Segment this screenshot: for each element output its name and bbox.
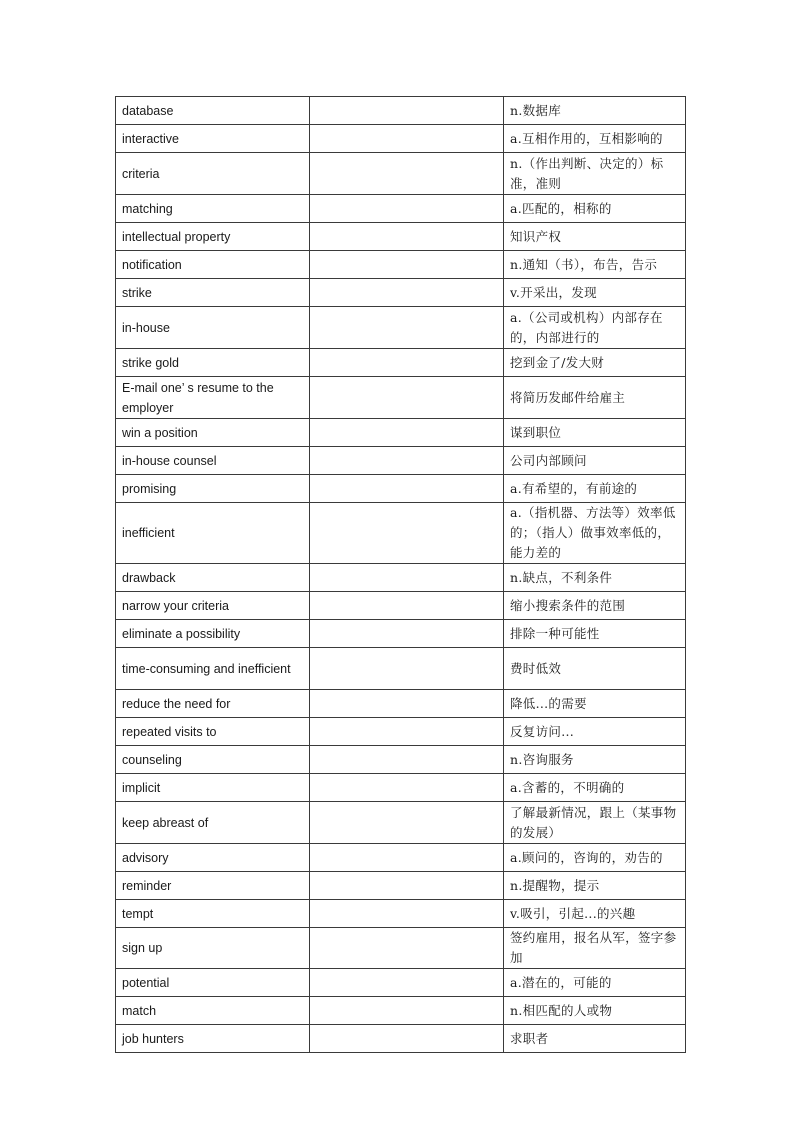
table-row [116,746,686,774]
chinese-meaning: v.吸引，引起...的兴趣 [504,900,686,928]
table-row [116,97,686,125]
chinese-meaning: a.匹配的，相称的 [504,195,686,223]
chinese-meaning: 排除一种可能性 [504,620,686,648]
vocabulary-table [115,96,686,1053]
chinese-meaning: v.开采出，发现 [504,279,686,307]
blank-cell [310,802,504,844]
chinese-meaning: 反复访问... [504,718,686,746]
chinese-meaning: n.通知（书），布告，告示 [504,251,686,279]
chinese-meaning: 缩小搜索条件的范围 [504,592,686,620]
blank-cell [310,125,504,153]
english-term: strike gold [116,349,310,377]
blank-cell [310,648,504,690]
blank-cell [310,503,504,564]
blank-cell [310,564,504,592]
english-term: in-house counsel [116,447,310,475]
english-term: counseling [116,746,310,774]
english-term: strike [116,279,310,307]
blank-cell [310,928,504,969]
table-row [116,307,686,349]
english-term: reduce the need for [116,690,310,718]
blank-cell [310,592,504,620]
english-term: advisory [116,844,310,872]
blank-cell [310,279,504,307]
table-row [116,900,686,928]
blank-cell [310,377,504,419]
chinese-meaning: n.相匹配的人或物 [504,997,686,1025]
chinese-meaning: a.（公司或机构）内部存在的，内部进行的 [504,307,686,349]
table-row [116,153,686,195]
blank-cell [310,997,504,1025]
chinese-meaning: a.潜在的，可能的 [504,969,686,997]
blank-cell [310,349,504,377]
table-row [116,279,686,307]
english-term: promising [116,475,310,503]
english-term: interactive [116,125,310,153]
table-row [116,620,686,648]
english-term: tempt [116,900,310,928]
chinese-meaning: n.（作出判断、决定的）标准，准则 [504,153,686,195]
english-term: drawback [116,564,310,592]
english-term: inefficient [116,503,310,564]
table-row [116,564,686,592]
table-row [116,928,686,969]
table-row [116,125,686,153]
english-term: job hunters [116,1025,310,1053]
chinese-meaning: 了解最新情况，跟上（某事物的发展） [504,802,686,844]
table-row [116,419,686,447]
chinese-meaning: 求职者 [504,1025,686,1053]
table-row [116,251,686,279]
english-term: implicit [116,774,310,802]
chinese-meaning: n.咨询服务 [504,746,686,774]
blank-cell [310,690,504,718]
table-row [116,844,686,872]
table-row [116,349,686,377]
blank-cell [310,872,504,900]
english-term: repeated visits to [116,718,310,746]
english-term: matching [116,195,310,223]
english-term: notification [116,251,310,279]
blank-cell [310,153,504,195]
chinese-meaning: n.缺点，不利条件 [504,564,686,592]
table-row [116,774,686,802]
blank-cell [310,900,504,928]
blank-cell [310,223,504,251]
blank-cell [310,251,504,279]
table-row [116,690,686,718]
english-term: potential [116,969,310,997]
english-term: keep abreast of [116,802,310,844]
english-term: win a position [116,419,310,447]
english-term: reminder [116,872,310,900]
chinese-meaning: a.互相作用的，互相影响的 [504,125,686,153]
english-term: sign up [116,928,310,969]
blank-cell [310,844,504,872]
table-row [116,592,686,620]
english-term: eliminate a possibility [116,620,310,648]
chinese-meaning: n.提醒物，提示 [504,872,686,900]
chinese-meaning: 将简历发邮件给雇主 [504,377,686,419]
chinese-meaning: 挖到金了/发大财 [504,349,686,377]
blank-cell [310,447,504,475]
blank-cell [310,746,504,774]
chinese-meaning: 公司内部顾问 [504,447,686,475]
chinese-meaning: a.（指机器、方法等）效率低的；（指人）做事效率低的，能力差的 [504,503,686,564]
chinese-meaning: a.有希望的，有前途的 [504,475,686,503]
table-row [116,802,686,844]
blank-cell [310,195,504,223]
blank-cell [310,97,504,125]
english-term: in-house [116,307,310,349]
table-row [116,447,686,475]
table-row [116,195,686,223]
blank-cell [310,307,504,349]
blank-cell [310,419,504,447]
table-row [116,969,686,997]
english-term: criteria [116,153,310,195]
chinese-meaning: 降低...的需要 [504,690,686,718]
chinese-meaning: 谋到职位 [504,419,686,447]
blank-cell [310,969,504,997]
blank-cell [310,774,504,802]
table-row [116,997,686,1025]
table-row [116,718,686,746]
table-row [116,648,686,690]
english-term: narrow your criteria [116,592,310,620]
table-row [116,475,686,503]
chinese-meaning: a.含蓄的，不明确的 [504,774,686,802]
chinese-meaning: 费时低效 [504,648,686,690]
english-term: intellectual property [116,223,310,251]
table-row [116,872,686,900]
table-row [116,223,686,251]
english-term: time-consuming and inefficient [116,648,310,690]
chinese-meaning: n.数据库 [504,97,686,125]
chinese-meaning: 知识产权 [504,223,686,251]
blank-cell [310,1025,504,1053]
table-row [116,377,686,419]
table-row [116,503,686,564]
english-term: E-mail one’ s resume to the employer [116,377,310,419]
blank-cell [310,718,504,746]
chinese-meaning: 签约雇用，报名从军，签字参加 [504,928,686,969]
blank-cell [310,620,504,648]
english-term: match [116,997,310,1025]
english-term: database [116,97,310,125]
blank-cell [310,475,504,503]
chinese-meaning: a.顾问的，咨询的，劝告的 [504,844,686,872]
table-row [116,1025,686,1053]
